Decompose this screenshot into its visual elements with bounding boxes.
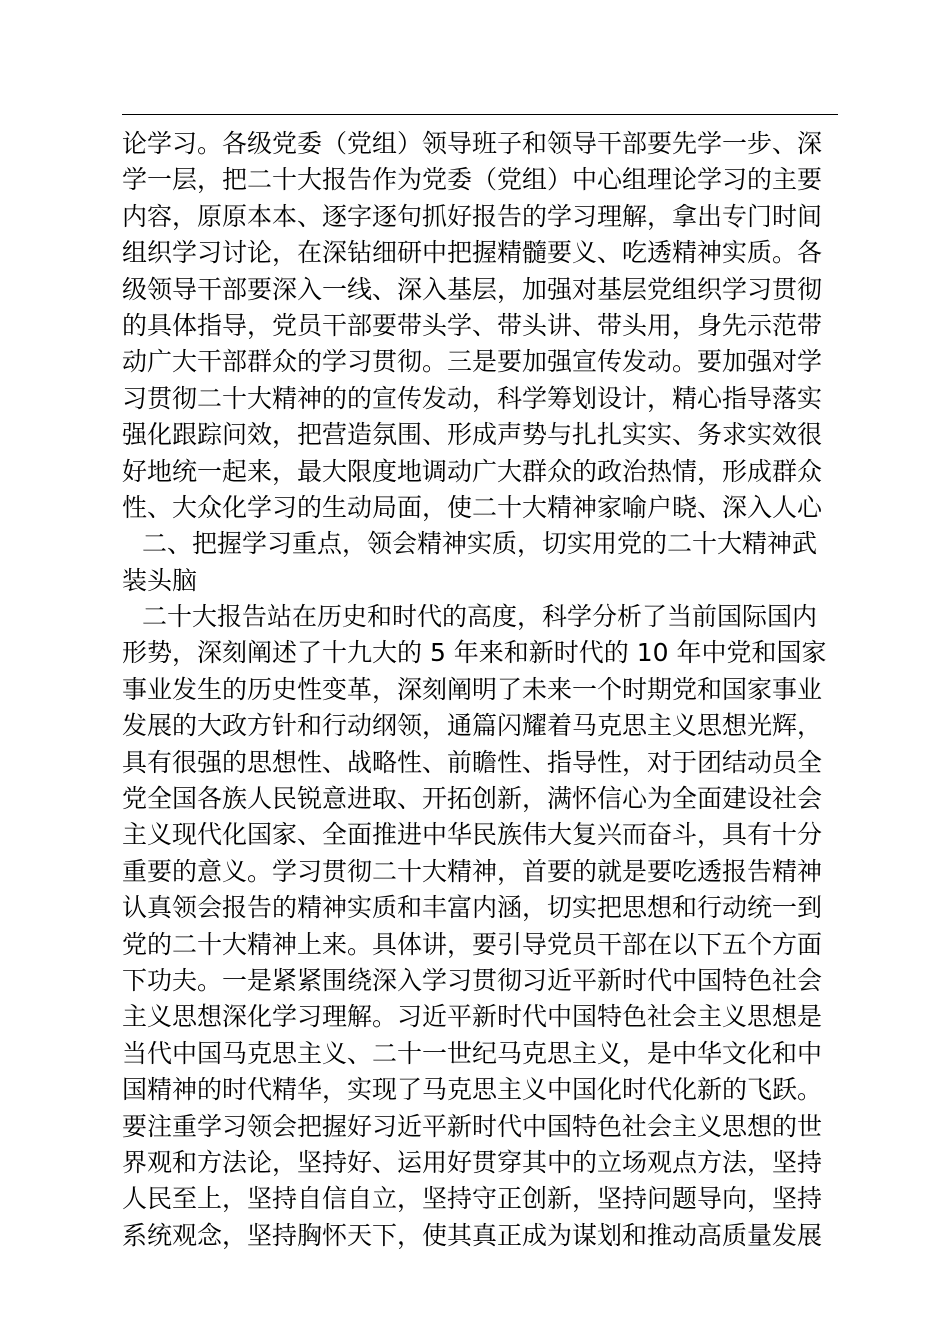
text-line: 习贯彻二十大精神的的宣传发动，科学筹划设计，精心指导落实 (122, 383, 823, 413)
text-line: 形势，深刻阐述了十九大的 5 年来和新时代的 10 年中党和国家 (122, 638, 827, 668)
text-line: 级领导干部要深入一线、深入基层，加强对基层党组织学习贯彻 (122, 274, 823, 304)
text-line: 党的二十大精神上来。具体讲，要引导党员干部在以下五个方面 (122, 929, 823, 959)
text-line: 要注重学习领会把握好习近平新时代中国特色社会主义思想的世 (122, 1111, 823, 1141)
text-line: 动广大干部群众的学习贯彻。三是要加强宣传发动。要加强对学 (122, 347, 823, 377)
text-line: 界观和方法论，坚持好、运用好贯穿其中的立场观点方法，坚持 (122, 1147, 823, 1177)
text-line: 国精神的时代精华，实现了马克思主义中国化时代化新的飞跃。 (122, 1075, 823, 1105)
text-line: 重要的意义。学习贯彻二十大精神，首要的就是要吃透报告精神 (122, 856, 823, 886)
text-line: 性、大众化学习的生动局面，使二十大精神家喻户晓、深入人心 (122, 492, 823, 522)
text-line: 党全国各族人民锐意进取、开拓创新，满怀信心为全面建设社会 (122, 784, 823, 814)
text-line: 事业发生的历史性变革，深刻阐明了未来一个时期党和国家事业 (122, 674, 823, 704)
text-line: 强化跟踪问效，把营造氛围、形成声势与扎扎实实、务求实效很 (122, 420, 823, 450)
body-text (122, 126, 838, 1254)
text-line: 学一层，把二十大报告作为党委（党组）中心组理论学习的主要 (122, 165, 823, 195)
header-rule (122, 114, 838, 115)
text-line: 当代中国马克思主义、二十一世纪马克思主义，是中华文化和中 (122, 1038, 823, 1068)
text-line: 具有很强的思想性、战略性、前瞻性、指导性，对于团结动员全 (122, 747, 823, 777)
text-line: 论学习。各级党委（党组）领导班子和领导干部要先学一步、深 (122, 129, 823, 158)
section-heading-continued: 装头脑 (122, 565, 198, 595)
text-line: 内容，原原本本、逐字逐句抓好报告的学习理解，拿出专门时间 (122, 201, 823, 231)
text-line: 系统观念，坚持胸怀天下，使其真正成为谋划和推动高质量发展 (122, 1220, 823, 1250)
text-line: 主义思想深化学习理解。习近平新时代中国特色社会主义思想是 (122, 1002, 823, 1032)
text-line: 认真领会报告的精神实质和丰富内涵，切实把思想和行动统一到 (122, 893, 823, 923)
text-line: 下功夫。一是紧紧围绕深入学习贯彻习近平新时代中国特色社会 (122, 965, 823, 995)
text-line: 主义现代化国家、全面推进中华民族伟大复兴而奋斗，具有十分 (122, 820, 823, 850)
text-line: 人民至上，坚持自信自立，坚持守正创新，坚持问题导向，坚持 (122, 1184, 823, 1214)
text-line: 好地统一起来，最大限度地调动广大群众的政治热情，形成群众 (122, 456, 823, 486)
section-heading: 二、把握学习重点，领会精神实质，切实用党的二十大精神武 (142, 529, 818, 559)
text-line: 组织学习讨论，在深钻细研中把握精髓要义、吃透精神实质。各 (122, 238, 823, 268)
text-line: 的具体指导，党员干部要带头学、带头讲、带头用，身先示范带 (122, 310, 823, 340)
text-line: 二十大报告站在历史和时代的高度，科学分析了当前国际国内 (142, 602, 818, 632)
text-line: 发展的大政方针和行动纲领，通篇闪耀着马克思主义思想光辉， (122, 711, 823, 741)
